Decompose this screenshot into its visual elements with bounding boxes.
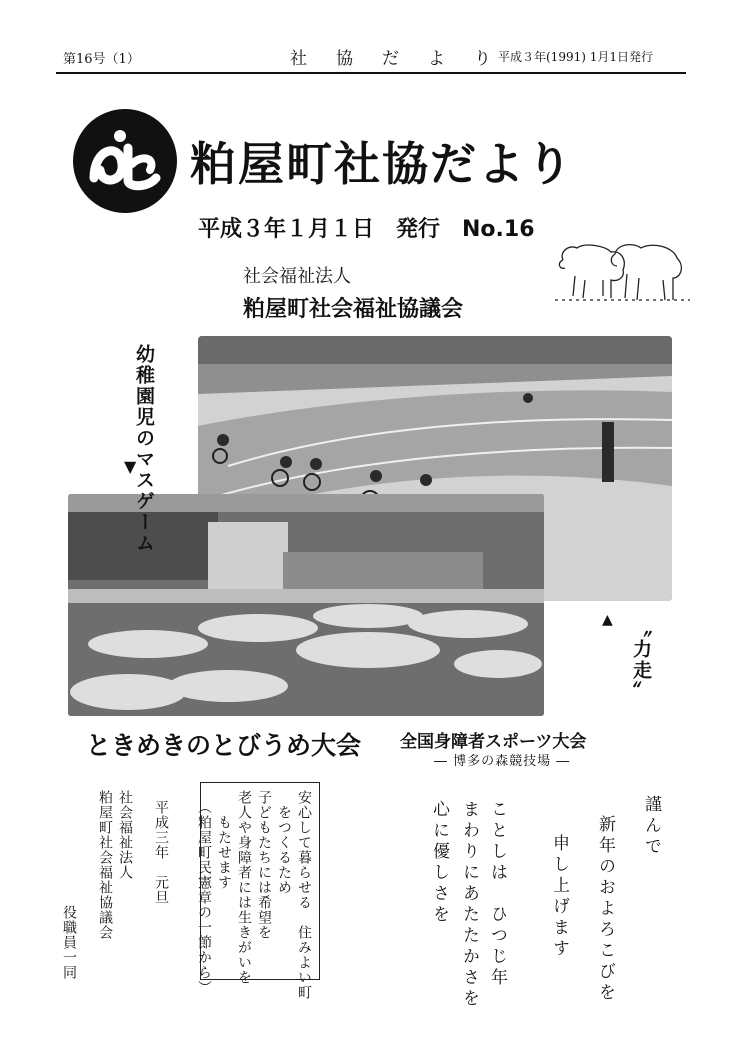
- shakyo-logo-icon: [72, 108, 178, 214]
- signoff-org-name: 粕屋町社会福祉協議会: [97, 790, 113, 940]
- charter-line-4: 老人や身障者には生きがいを: [236, 790, 252, 985]
- publication-line: 平成３年１月１日 発行 No.16: [198, 217, 535, 242]
- rikiso-caption: 〝力走〞: [630, 618, 652, 702]
- event-venue: ― 博多の森競技場 ―: [434, 754, 571, 769]
- signoff-staff: 役職員一同: [61, 905, 77, 980]
- greeting-line-2: 新年のおよろこびを: [595, 815, 615, 1004]
- greeting-line-4: ことしは ひつじ年: [487, 800, 507, 989]
- charter-line-6: （粕屋町民憲章の一節から）: [196, 800, 212, 995]
- charter-line-2: をつくるため: [276, 805, 292, 895]
- sheep-illustration-icon: [555, 236, 690, 306]
- org-name: 粕屋町社会福祉協議会: [243, 297, 464, 322]
- paper-name: 社 協 だ よ り: [290, 49, 497, 69]
- event-sports: 全国身障者スポーツ大会: [400, 732, 587, 752]
- masthead-title: 粕屋町社協だより: [190, 137, 574, 191]
- rikiso-arrow-icon: ▲: [602, 612, 613, 628]
- issue-date: 平成３年(1991) 1月1日発行: [498, 50, 653, 64]
- greeting-line-6: 心に優しさを: [429, 800, 449, 926]
- charter-line-5: もたせます: [216, 815, 232, 890]
- greeting-line-3: 申し上げます: [549, 834, 569, 960]
- signoff-org-type: 社会福祉法人: [117, 790, 133, 880]
- charter-line-1: 安心して暮らせる 住みよい町: [296, 790, 312, 1000]
- mass-game-caption: 幼稚園児のマスゲーム: [133, 344, 155, 554]
- mass-game-arrow-icon: ▼: [124, 457, 137, 476]
- signoff-date: 平成三年 元旦: [153, 800, 169, 905]
- greeting-line-1: 謹んで: [641, 795, 661, 858]
- greeting-line-5: まわりにあたたかさを: [459, 800, 479, 1010]
- org-type: 社会福祉法人: [243, 266, 351, 287]
- issue-number: 第16号（1）: [63, 52, 140, 67]
- event-title: ときめきのとびうめ大会: [86, 731, 362, 760]
- header-rule: [56, 72, 686, 74]
- charter-line-3: 子どもたちには希望を: [256, 790, 272, 940]
